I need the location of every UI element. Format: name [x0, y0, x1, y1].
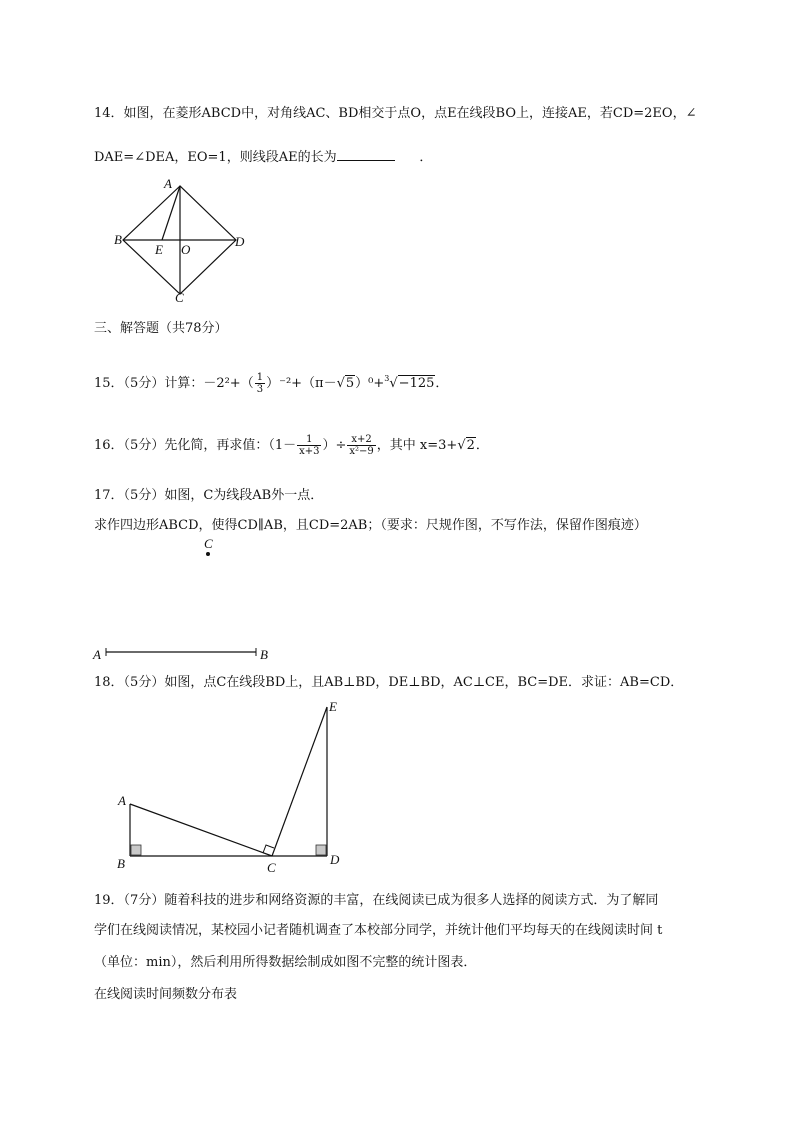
q16-mid: ）÷: [322, 438, 347, 453]
label-c: C: [175, 290, 184, 305]
q17-line2: 求作四边形ABCD，使得CD∥AB，且CD=2AB；（要求：尺规作图，不写作法，保留作图痕迹）: [94, 518, 647, 533]
label-d: D: [235, 234, 245, 249]
q19-line1: 19．（7分）随着科技的进步和网络资源的丰富，在线阅读已成为很多人选择的阅读方式．为了解同: [94, 893, 659, 908]
q16-after: ，其中 x=3+: [376, 438, 458, 453]
section-title: 三、解答题（共78分）: [94, 321, 228, 336]
q18-line1: 18．（5分）如图，点C在线段BD上，且AB⊥BD，DE⊥BD，AC⊥CE，BC=DE．求证：AB=CD．: [94, 675, 684, 690]
q14-line1: 14．如图，在菱形ABCD中，对角线AC、BD相交于点O，点E在线段BO上，连接AE，若CD=2EO，∠: [94, 106, 697, 121]
q19-table-title: 在线阅读时间频数分布表: [94, 987, 238, 1002]
label-a: A: [118, 793, 126, 808]
label-e: E: [329, 699, 337, 714]
label-c: C: [204, 536, 213, 551]
q16-sqrt2: √2: [457, 438, 475, 453]
segment-ac: [130, 804, 272, 856]
q15-end: ．: [435, 376, 449, 391]
right-angle-b: [131, 845, 141, 855]
q19-line2: 学们在线阅读情况，某校园小记者随机调查了本校部分同学，并统计他们平均每天的在线阅读时间 t: [94, 923, 663, 938]
q15-sqrt5-body: 5: [345, 376, 355, 391]
q15-after: ）⁰+: [355, 376, 385, 391]
right-angle-c: [263, 845, 274, 853]
label-c: C: [267, 860, 276, 875]
q19-line3: （单位：min），然后利用所得数据绘制成如图不完整的统计图表．: [94, 955, 477, 970]
q14-line2-text: DAE=∠DEA，EO=1，则线段AE的长为: [94, 150, 337, 165]
q14-line2-end: ．: [419, 150, 433, 165]
q16-end: ．: [475, 438, 489, 453]
label-a: A: [93, 647, 101, 662]
q17-line1: 17．（5分）如图，C为线段AB外一点．: [94, 488, 324, 503]
q14-rhombus-figure: [108, 174, 258, 306]
answer-blank: [337, 148, 395, 161]
q15-cbrt-index: 3: [384, 374, 390, 383]
q15-frac-num: 1: [256, 372, 264, 383]
q17-figure: [90, 532, 280, 664]
label-o: O: [181, 242, 191, 257]
q14-line2: [94, 146, 432, 165]
q15-prefix: 15．（5分）计算：－2²+（: [94, 376, 254, 391]
q15-cbrt-body: −125: [398, 376, 435, 391]
q16-f1-den: x+3: [299, 446, 320, 457]
label-b: B: [114, 232, 122, 247]
q15-fraction: [255, 372, 265, 395]
q16-fraction-2: [347, 434, 375, 457]
q16-f1-num: 1: [297, 434, 321, 446]
label-e: E: [155, 242, 163, 257]
q18-figure: [112, 697, 352, 879]
q16-fraction-1: [297, 434, 321, 457]
q16-prefix: 16．（5分）先化简，再求值：（1－: [94, 438, 297, 453]
q16-f2-den: x²−9: [349, 446, 374, 457]
q15-sqrt5: √5: [336, 376, 355, 391]
point-c: [206, 552, 210, 556]
label-b: B: [260, 647, 268, 662]
label-a: A: [164, 176, 172, 191]
q15-frac-den: 3: [256, 384, 264, 395]
q16-sqrt2-body: 2: [466, 438, 475, 453]
q16-line: [94, 434, 489, 457]
label-d: D: [330, 852, 340, 867]
q15-cbrt: $^3$√−125: [384, 374, 435, 391]
segment-ce: [272, 707, 327, 856]
label-b: B: [117, 856, 125, 871]
right-angle-d: [316, 845, 326, 855]
q16-f2-num: x+2: [347, 434, 375, 446]
q15-mid: ）⁻²+（π－: [266, 376, 337, 391]
q15-line: [94, 372, 448, 395]
